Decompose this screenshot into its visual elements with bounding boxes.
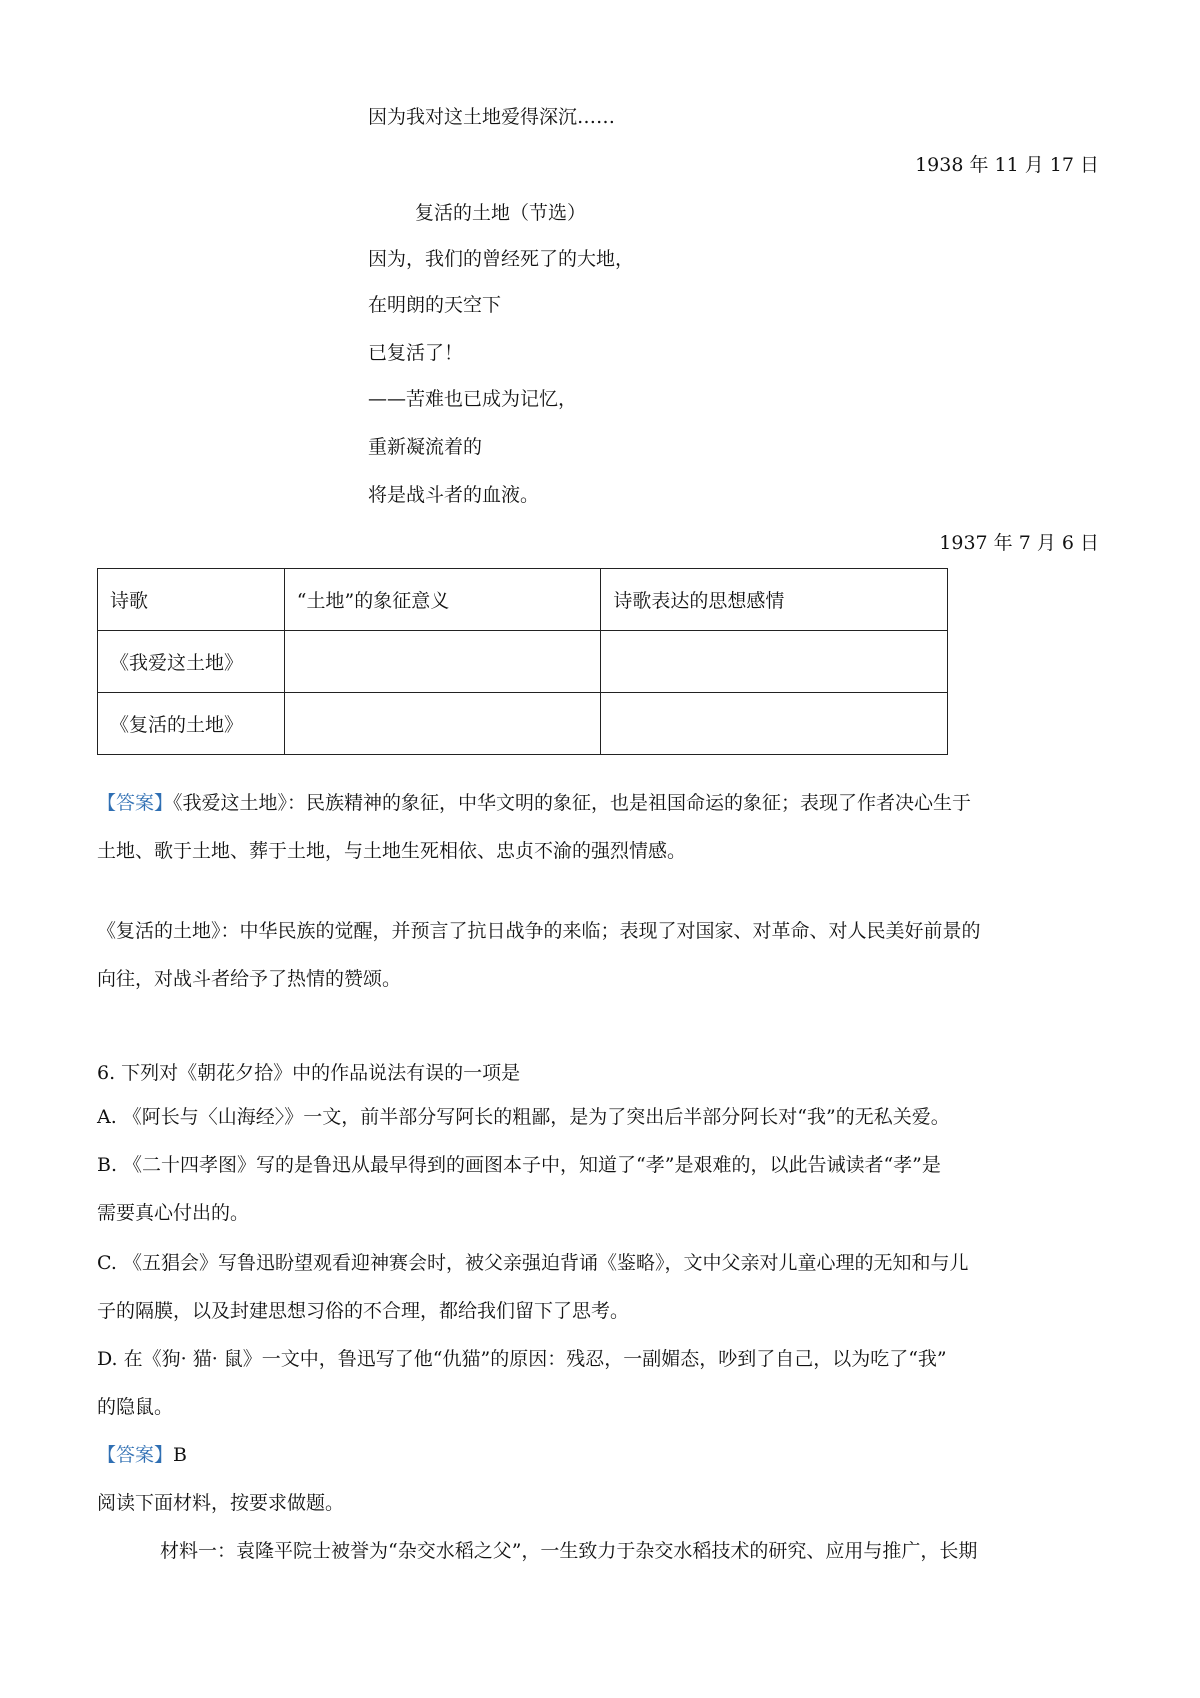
poem2-line: 在明朗的天空下: [368, 294, 502, 316]
poem1-last-line: 因为我对这土地爱得深沉……: [368, 106, 616, 128]
answer-label: 【答案】: [97, 1444, 174, 1466]
poem2-line: 因为，我们的曾经死了的大地，: [368, 248, 635, 270]
answer5-line: [97, 790, 971, 816]
table-cell: [601, 631, 948, 693]
answer5-line: 向往，对战斗者给予了热情的赞颂。: [97, 968, 402, 990]
table-cell: [284, 693, 601, 755]
question6-option-d: D. 在《狗· 猫· 鼠》一文中，鲁迅写了他“仇猫”的原因：残忍，一副媚态，吵到了自己，以为吃了“我”: [97, 1348, 947, 1370]
table-header-cell: 诗歌: [98, 569, 285, 631]
answer5-line: 土地、歌于土地、葬于土地，与土地生死相依、忠贞不渝的强烈情感。: [97, 840, 687, 862]
question6-option-b: 需要真心付出的。: [97, 1202, 250, 1224]
table-header-cell: “土地”的象征意义: [284, 569, 601, 631]
table-row: [98, 693, 948, 755]
question6-option-d: 的隐鼠。: [97, 1396, 174, 1418]
table-cell: 《我爱这土地》: [98, 631, 285, 693]
poem2-line: 已复活了！: [368, 342, 464, 364]
question6-option-c: 子的隔膜，以及封建思想习俗的不合理，都给我们留下了思考。: [97, 1300, 630, 1322]
poem2-line: 将是战斗者的血液。: [368, 484, 540, 506]
poem2-line: 重新凝流着的: [368, 436, 483, 458]
table-header-cell: 诗歌表达的思想感情: [601, 569, 948, 631]
table-cell: [284, 631, 601, 693]
poem1-date: 1938 年 11 月 17 日: [915, 154, 1099, 176]
answer5-line: 《复活的土地》：中华民族的觉醒，并预言了抗日战争的来临；表现了对国家、对革命、对人民美好前景的: [97, 920, 981, 942]
table-header-row: [98, 569, 948, 631]
answer-label: 【答案】: [97, 792, 174, 814]
table-cell: [601, 693, 948, 755]
answer-value: B: [173, 1444, 187, 1466]
question6-option-c: C. 《五猖会》写鲁迅盼望观看迎神赛会时，被父亲强迫背诵《鉴略》，文中父亲对儿童心理的无知和与儿: [97, 1252, 969, 1274]
question6-stem: 6. 下列对《朝花夕拾》中的作品说法有误的一项是: [97, 1062, 521, 1084]
table-row: [98, 631, 948, 693]
poem2-date: 1937 年 7 月 6 日: [939, 532, 1099, 554]
question6-option-b: B. 《二十四孝图》写的是鲁迅从最早得到的画图本子中，知道了“孝”是艰难的，以此告诫读者“孝”是: [97, 1154, 941, 1176]
poem2-line: ——苦难也已成为记忆，: [368, 388, 578, 410]
table-cell: 《复活的土地》: [98, 693, 285, 755]
answer-table: [97, 568, 948, 755]
reading-material1: 材料一：袁隆平院士被誉为“杂交水稻之父”，一生致力于杂交水稻技术的研究、应用与推广，长期: [160, 1540, 978, 1562]
question6-option-a: A. 《阿长与〈山海经〉》一文，前半部分写阿长的粗鄙，是为了突出后半部分阿长对“我”的无私关爱。: [97, 1106, 950, 1128]
question6-answer: [97, 1442, 187, 1468]
answer5-text: 《我爱这土地》：民族精神的象征，中华文明的象征，也是祖国命运的象征；表现了作者决心生于: [173, 792, 972, 814]
poem2-title: 复活的土地（节选）: [415, 202, 587, 224]
reading-instruction: 阅读下面材料，按要求做题。: [97, 1492, 345, 1514]
